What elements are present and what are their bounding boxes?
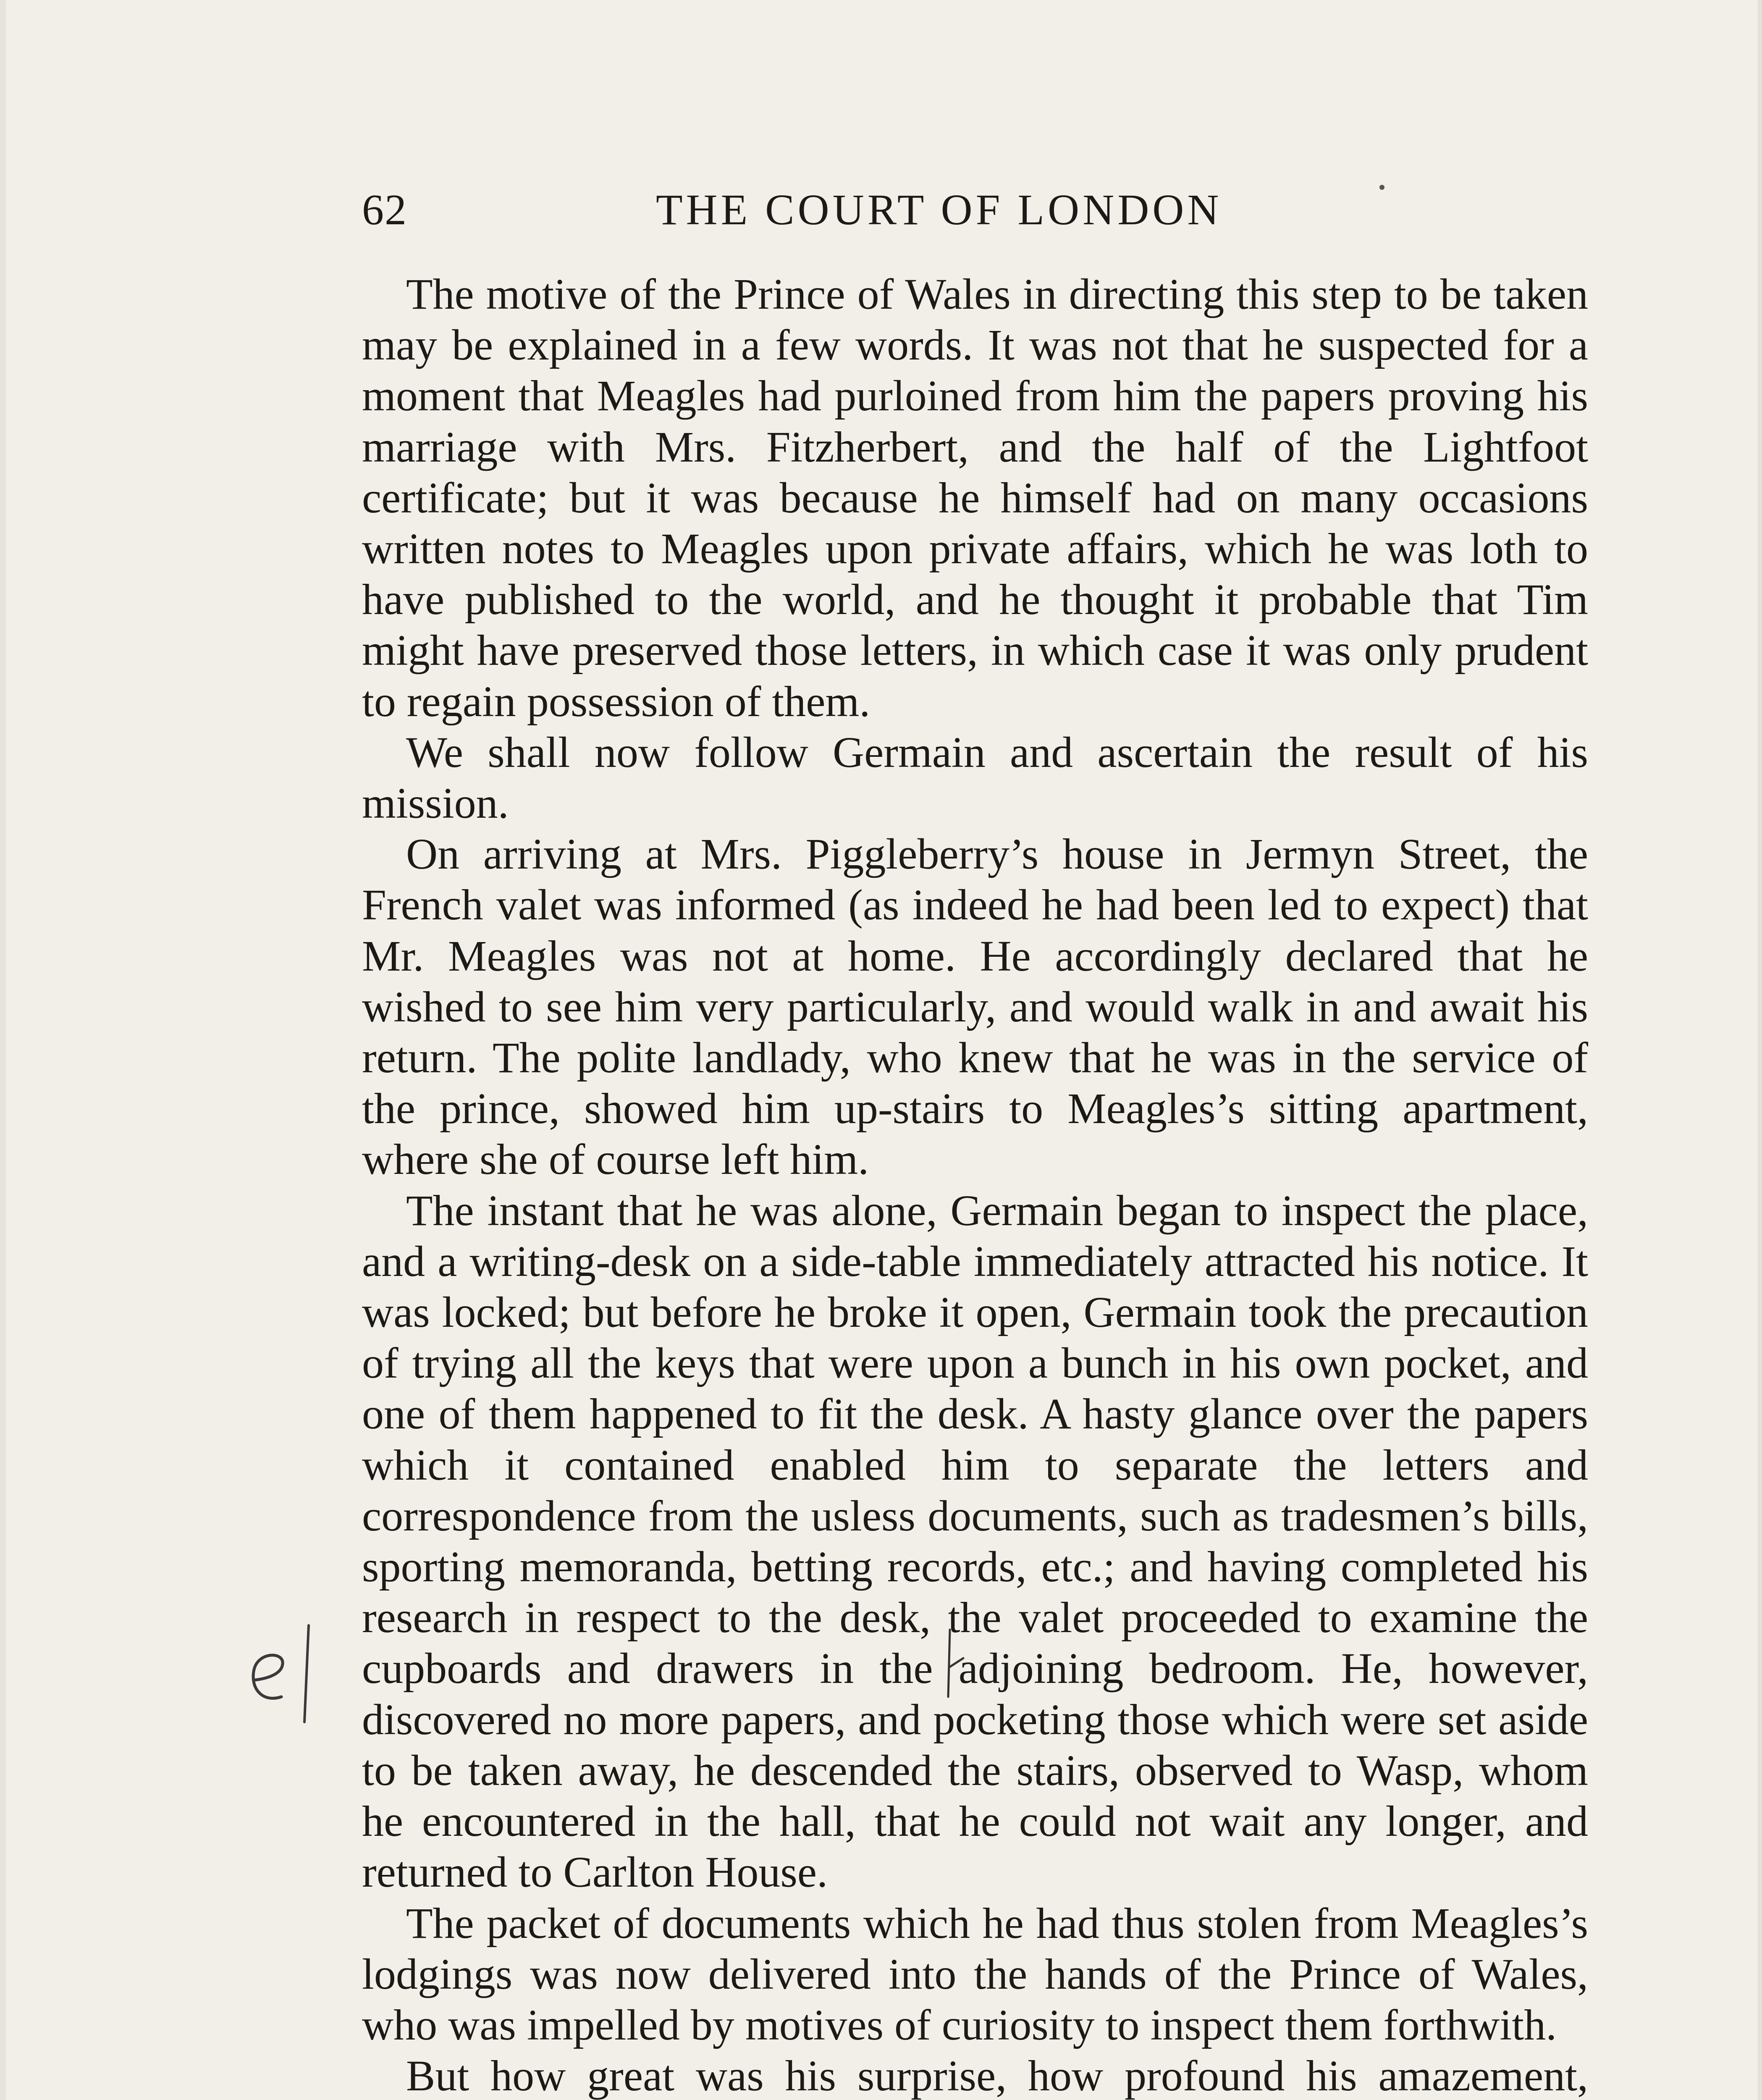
running-head: [362, 176, 1588, 244]
caret-icon: [944, 1625, 969, 1701]
paragraph: On arriving at Mrs. Piggleberry’s house in Jermyn Street, the French valet was informed (as indeed he had been led to expect) that Mr. Meagles was not at home. He accordingly declared that he wished to see him very particularly, and would walk in and await his return. The polite landlady, who knew that he was in the service of the prince, showed him up-stairs to Meagles’s sitting apartment, where she of course left him.: [362, 830, 1588, 1184]
paragraph: We shall now follow Germain and ascertain the result of his mission.: [362, 728, 1588, 828]
body-text: [362, 269, 1588, 2100]
proofreader-mark-icon: [246, 1617, 321, 1730]
running-title: THE COURT OF LONDON: [656, 186, 1222, 234]
paragraph: The instant that he was alone, Germain began to inspect the place, and a writing-desk on a side-table immediately attracted his notice. It was locked; but before he broke it open, Germain took the precaution of trying all the keys that were upon a bunch in his own pocket, and one of them happened to fit the desk. A hasty glance over the papers which it contained enabled him to separate the letters and correspondence from the usless documents, such as tradesmen’s bills, sporting memoranda, betting records, etc.; and having completed his research in respect to the desk, the valet proceeded to examine the cupboards and drawers in the adjoining bedroom. He, however, discovered no more papers, and pocketing those which were set aside to be taken away, he descended the stairs, observed to Wasp, whom he encountered in the hall, that he could not wait any longer, and returned to Carlton House.: [362, 1186, 1588, 1897]
paragraph: But how great was his surprise, how profound his amazement,: [406, 2052, 1588, 2100]
paragraph: The motive of the Prince of Wales in directing this step to be taken may be explained in a few words. It was not that he suspected for a moment that Meagles had purloined from him the papers proving his marriage with Mrs. Fitzherbert, and the half of the Lightfoot certificate; but it was because he himself had on many occasions written notes to Meagles upon private affairs, which he was loth to have published to the world, and he thought it probable that Tim might have preserved those letters, in which case it was only prudent to regain possession of them.: [362, 270, 1588, 726]
handwritten-margin-note: [246, 1617, 321, 1730]
paragraph: The packet of documents which he had thus stolen from Meagles’s lodgings was now delivered into the hands of the Prince of Wales, who was impelled by motives of curiosity to inspect them forthwith.: [362, 1899, 1588, 2049]
page-number: 62: [362, 186, 407, 234]
insertion-caret-mark: [944, 1625, 969, 1701]
ink-speck: [1379, 185, 1384, 190]
